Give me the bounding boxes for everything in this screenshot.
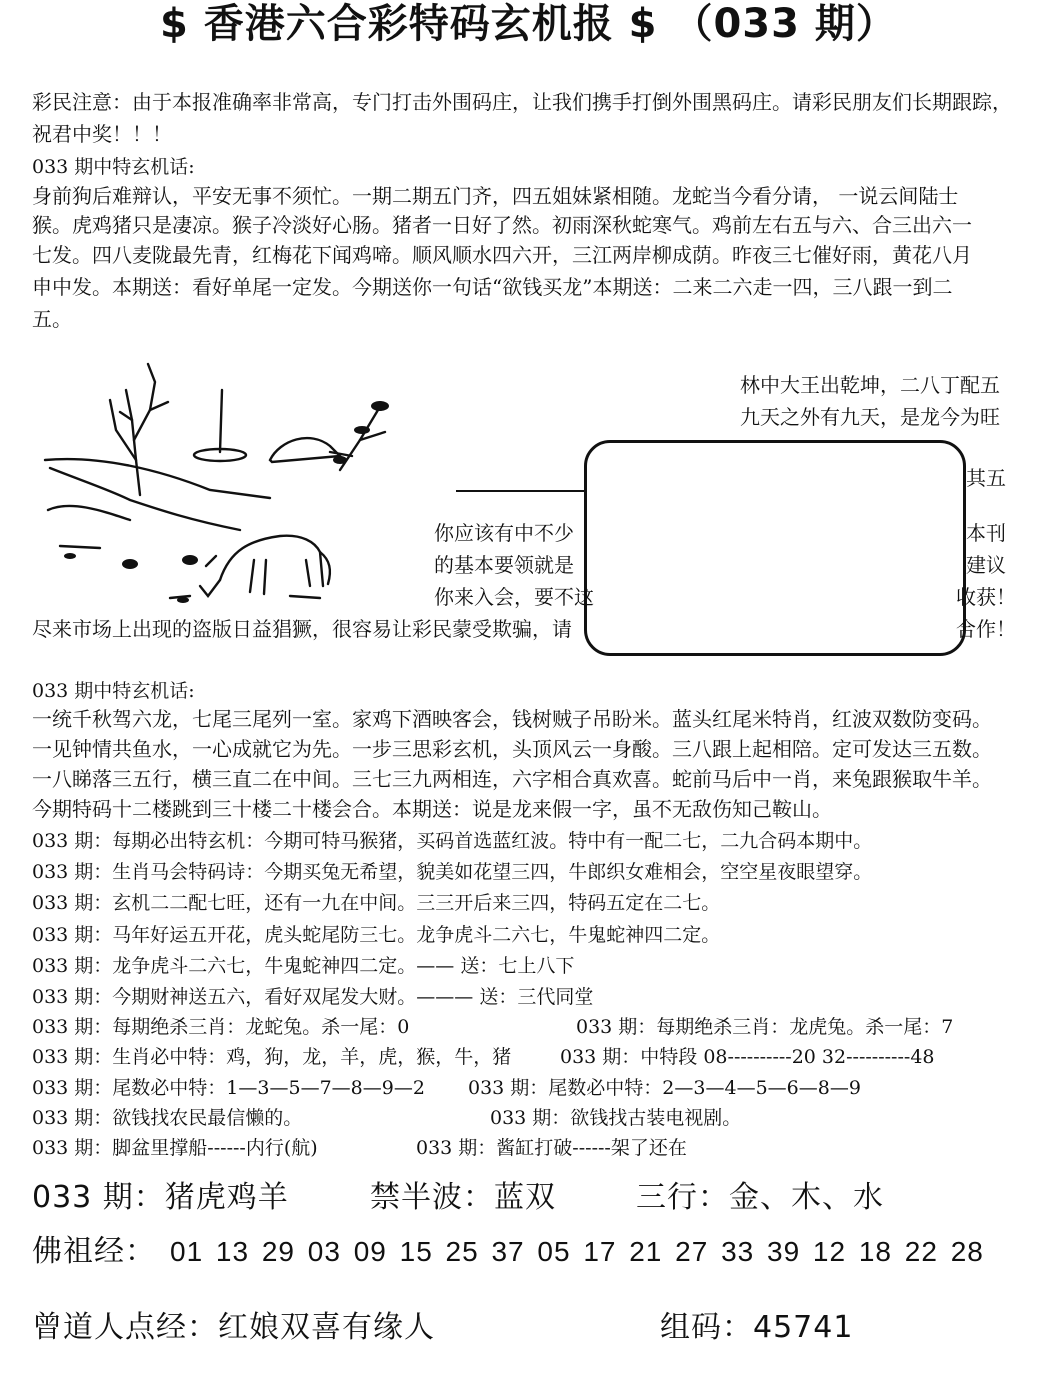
text-fragment: 本刊: [966, 521, 1006, 545]
item-line: 033 期：玄机二二配七旺，还有一九在中间。三三开后来三四，特码五定在二七。: [32, 892, 721, 914]
item-line: 033 期：今期财神送五六，看好双尾发大财。——— 送：三代同堂: [32, 986, 594, 1008]
text-fragment: 你应该有中不少: [434, 521, 574, 545]
zuma-label: 组码：: [660, 1310, 753, 1345]
item-line: 033 期：生肖马会特码诗：今期买兔无希望，貌美如花望三四，牛郎织女难相会，空空星夜眼望穿。: [32, 861, 873, 883]
pair-right: 033 期：中特段 08----------20 32----------48: [560, 1046, 935, 1068]
wuxing-label: 三行：: [636, 1180, 729, 1215]
right-poem-line: 林中大王出乾坤，二八丁配五: [740, 373, 1000, 397]
notice: 彩民注意：由于本报准确率非常高，专门打击外围码庄，让我们携手打倒外围黑码庄。请彩民朋友们长期跟踪，祝君中奖！！！: [32, 90, 1012, 146]
section1-line: 猴。虎鸡猪只是凄凉。猴子冷淡好心肠。猪者一日好了然。初雨深秋蛇寒气。鸡前左右五与六、合三出六一: [32, 213, 972, 237]
pair-left: 033 期：尾数必中特：1—3—5—7—8—9—2: [32, 1077, 425, 1099]
pair-left: 033 期：生肖必中特：鸡，狗，龙，羊，虎，猴，牛，猪: [32, 1046, 512, 1068]
wuxing-value: 金、木、水: [729, 1180, 884, 1215]
blank-box: [584, 440, 966, 656]
ban-summary: [370, 1172, 556, 1216]
pair-right: 033 期：尾数必中特：2—3—4—5—6—8—9: [468, 1077, 861, 1099]
item-line: 033 期：龙争虎斗二六七，牛鬼蛇神四二定。—— 送：七上八下: [32, 955, 575, 977]
fozu-label: 佛祖经：: [32, 1234, 156, 1269]
pair-left: 033 期：欲钱找农民最信懒的。: [32, 1107, 303, 1129]
daoren-value: 红娘双喜有缘人: [218, 1310, 435, 1345]
section1-line: 五。: [32, 307, 72, 331]
item-line: 033 期：马年好运五开花，虎头蛇尾防三七。龙争虎斗二六七，牛鬼蛇神四二定。: [32, 924, 721, 946]
section2-line: 一见钟情共鱼水，一心成就它为先。一步三思彩玄机，头顶风云一身酸。三八跟上起相陪。定可发达三五数。: [32, 737, 992, 761]
pair-right: 033 期：欲钱找古装电视剧。: [490, 1107, 742, 1129]
text-fragment: 你来入会，要不这: [434, 585, 594, 609]
ban-value: 蓝双: [494, 1180, 556, 1215]
section2-heading: 033 期中特玄机话:: [32, 680, 195, 702]
section2-line: 今期特码十二楼跳到三十楼二十楼会合。本期送：说是龙来假一字，虽不无敌伤知己鞍山。: [32, 797, 832, 821]
text-fragment: 收获！: [956, 585, 1016, 609]
fozu-numbers: 01 13 29 03 09 15 25 37 05 17 21 27 33 39 12 18 22 28: [170, 1236, 984, 1267]
daoren-label: 曾道人点经：: [32, 1310, 218, 1345]
page-title: $ 香港六合彩特码玄机报 $ （033 期）: [160, 1, 897, 47]
text-fragment: 合作！: [956, 617, 1016, 641]
pair-right: 033 期：酱缸打破------架了还在: [416, 1137, 687, 1159]
pair-left: 033 期：脚盆里撑船------内行(航): [32, 1137, 318, 1159]
wuxing-summary: [636, 1172, 884, 1216]
section1-line: 七发。四八麦陇最先青，红梅花下闻鸡啼。顺风顺水四六开，三江两岸柳成荫。昨夜三七催好雨，黄花八月: [32, 243, 972, 267]
section1-line: 身前狗后难辩认，平安无事不须忙。一期二期五门齐，四五姐妹紧相随。龙蛇当今看分请， 一说云间陆士: [32, 184, 959, 208]
ox-illustration: [40, 360, 410, 620]
text-fragment: 尽来市场上出现的盗版日益猖獗，很容易让彩民蒙受欺骗，请: [32, 617, 572, 641]
pair-right: 033 期：每期绝杀三肖：龙虎兔。杀一尾：7: [576, 1016, 954, 1038]
zuma-line: [660, 1302, 853, 1346]
text-fragment: 建议: [966, 553, 1006, 577]
pair-left: 033 期：每期绝杀三肖：龙蛇兔。杀一尾：0: [32, 1016, 410, 1038]
daoren-line: [32, 1302, 435, 1346]
ban-label: 禁半波：: [370, 1180, 494, 1215]
zodiac-value: 猪虎鸡羊: [164, 1180, 289, 1215]
zodiac-label: 033 期：: [32, 1180, 165, 1215]
section2-line: 一统千秋驾六龙，七尾三尾列一室。家鸡下酒映客会，钱树贼子吊盼米。蓝头红尾米特肖，红波双数防变码。: [32, 707, 992, 731]
fozu-line: [32, 1226, 984, 1270]
section1-line: 申中发。本期送：看好单尾一定发。今期送你一句话“欲钱买龙”本期送：二来二六走一四，三八跟一到二: [32, 275, 953, 299]
section1-heading: 033 期中特玄机话:: [32, 156, 195, 178]
right-poem-line: 九天之外有九天，是龙今为旺: [740, 405, 1000, 429]
item-line: 033 期：每期必出特玄机：今期可特马猴猪，买码首选蓝红波。特中有一配二七，二九合码本期中。: [32, 830, 873, 852]
zuma-value: 45741: [753, 1310, 854, 1345]
zodiac-summary: [32, 1172, 289, 1216]
text-fragment: 其五: [966, 466, 1006, 490]
text-fragment: 的基本要领就是: [434, 553, 574, 577]
section2-line: 一八睇落三五行，横三直二在中间。三七三九两相连，六字相合真欢喜。蛇前马后中一肖，来兔跟猴取牛羊。: [32, 767, 992, 791]
